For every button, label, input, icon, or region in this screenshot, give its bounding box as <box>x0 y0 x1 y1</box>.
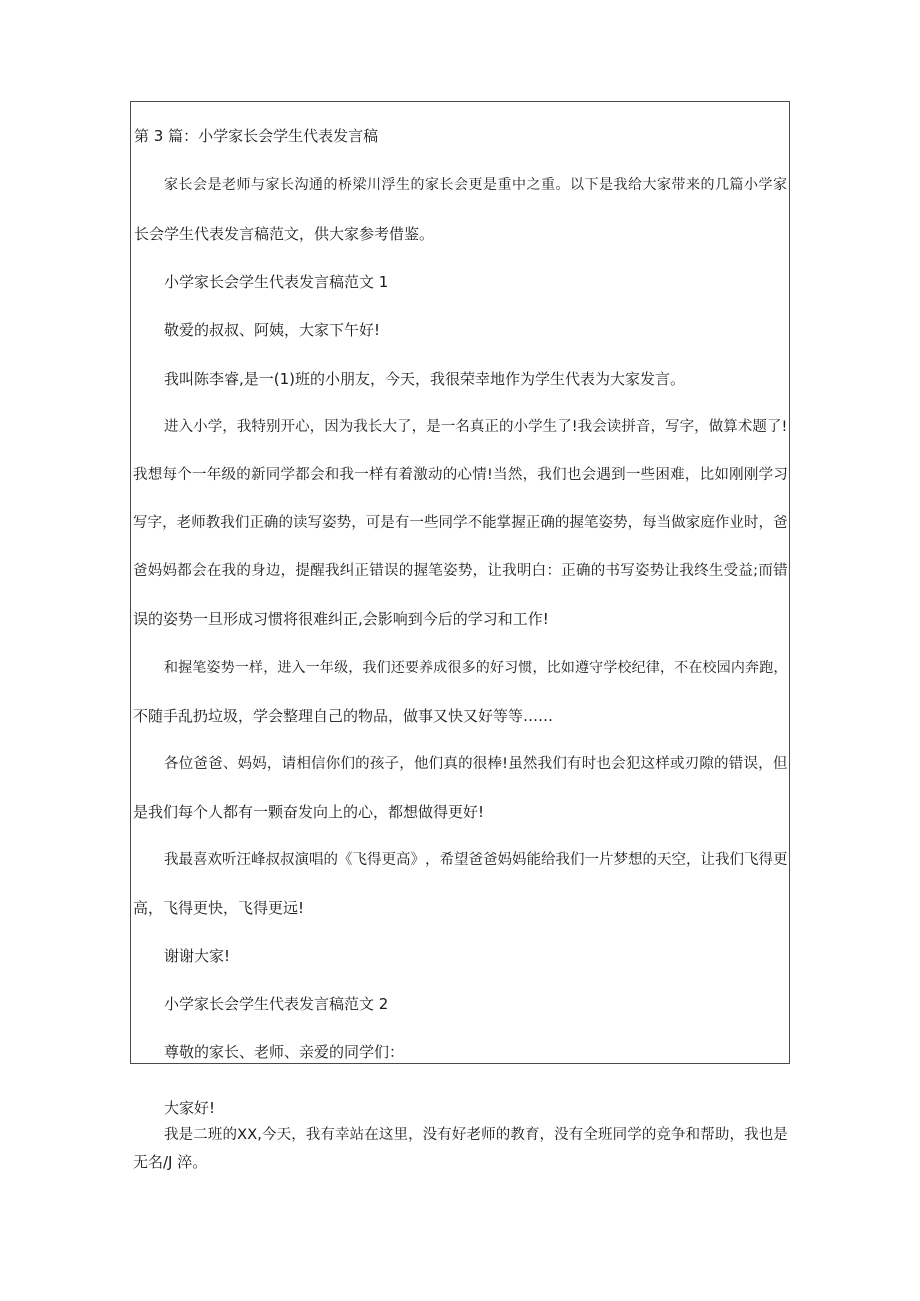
intro-line-2: 长会学生代表发言稿范文，供大家参考借鉴。 <box>134 225 435 243</box>
essay1-para1-line-5: 误的姿势一旦形成习惯将很难纠正,会影响到今后的学习和工作! <box>133 610 549 628</box>
essay1-para1-line-3: 写 字 ， 老 师 教 我 们 正 确 的 读 写 姿 势 ， 可 是 有 一 些 同 学 不 能 掌 握 正 确 的 握 笔 姿 势 ， 每 当 做 家 庭 作 业 时 ， 爸 <box>133 515 788 531</box>
content-frame <box>130 101 790 1064</box>
essay1-para1-line-2: 我 想 每 个 一 年 级 的 新 同 学 都 会 和 我 一 样 有 着 激 动 的 心 情 ! 当 然 ， 我 们 也 会 遇 到 一 些 困 难 ， 比 如 刚 刚 学 习 <box>133 467 788 483</box>
outside-greeting: 大家好! <box>164 1099 216 1117</box>
essay1-para3-line-1: 各 位 爸 爸 、 妈 妈 ， 请 相 信 你 们 的 孩 子 ， 他 们 真 的 很 棒 ! 虽 然 我 们 有 时 也 会 犯 这 样 或 刃 隙 的 错 误 ， 但 <box>164 756 788 772</box>
intro-line-1: 家 长 会 是 老 师 与 家 长 沟 通 的 桥 梁 川 浮 生 的 家 长 会 更 是 重 中 之 重 。 以 下 是 我 给 大 家 带 来 的 几 篇 小 学 家 <box>164 177 787 193</box>
essay1-para2-line-1: 和 握 笔 姿 势 一 样 ， 进 入 一 年 级 ， 我 们 还 要 养 成 很 多 的 好 习 惯 ， 比 如 遵 守 学 校 纪 律 ， 不 在 校 园 内 奔 跑 ， <box>164 660 788 676</box>
outside-para-line-2: 无名/J 淬。 <box>133 1153 208 1171</box>
essay1-para1-line-4: 爸 妈 妈 都 会 在 我 的 身 边 ， 提 醒 我 纠 正 错 误 的 握 笔 姿 势 ， 让 我 明 白 ： 正 确 的 书 写 姿 势 让 我 终 生 受 益 ; 而 错 <box>133 563 788 579</box>
outside-para-line-1: 我 是 二 班 的 X X , 今 天 ， 我 有 幸 站 在 这 里 ， 没 有 好 老 师 的 教 育 ， 没 有 全 班 同 学 的 竞 争 和 帮 助 ， 我 也 是 <box>164 1127 788 1143</box>
essay1-para3-line-2: 是我们每个人都有一颗奋发向上的心，都想做得更好! <box>133 803 485 821</box>
essay1-greeting: 敬爱的叔叔、阿姨，大家下午好! <box>164 321 381 339</box>
essay1-self-intro: 我叫陈李睿,是一(1)班的小朋友，今天，我很荣幸地作为学生代表为大家发言。 <box>164 370 686 388</box>
essay1-para2-line-2: 不随手乱扔垃圾，学会整理自己的物品，做事又快又好等等…… <box>133 707 554 725</box>
essay1-para1-line-1: 进 入 小 学 ， 我 特 别 开 心 ， 因 为 我 长 大 了 ， 是 一 名 真 正 的 小 学 生 了 ! 我 会 读 拼 音 ， 写 字 ， 做 算 术 题 了 ! <box>164 419 788 435</box>
essay1-heading: 小学家长会学生代表发言稿范文 1 <box>164 273 389 291</box>
essay1-para4-line-2: 高，飞得更快，飞得更远! <box>133 899 305 917</box>
essay2-salutation: 尊敬的家长、老师、亲爱的同学们： <box>164 1043 405 1061</box>
essay2-heading: 小学家长会学生代表发言稿范文 2 <box>164 995 389 1013</box>
essay1-thanks: 谢谢大家! <box>164 947 231 965</box>
document-title: 第 3 篇：小学家长会学生代表发言稿 <box>134 127 379 145</box>
essay1-para4-line-1: 我 最 喜 欢 听 汪 峰 叔 叔 演 唱 的 《 飞 得 更 高 》 ， 希 望 爸 爸 妈 妈 能 给 我 们 一 片 梦 想 的 天 空 ， 让 我 们 飞 得 更 <box>164 852 788 868</box>
